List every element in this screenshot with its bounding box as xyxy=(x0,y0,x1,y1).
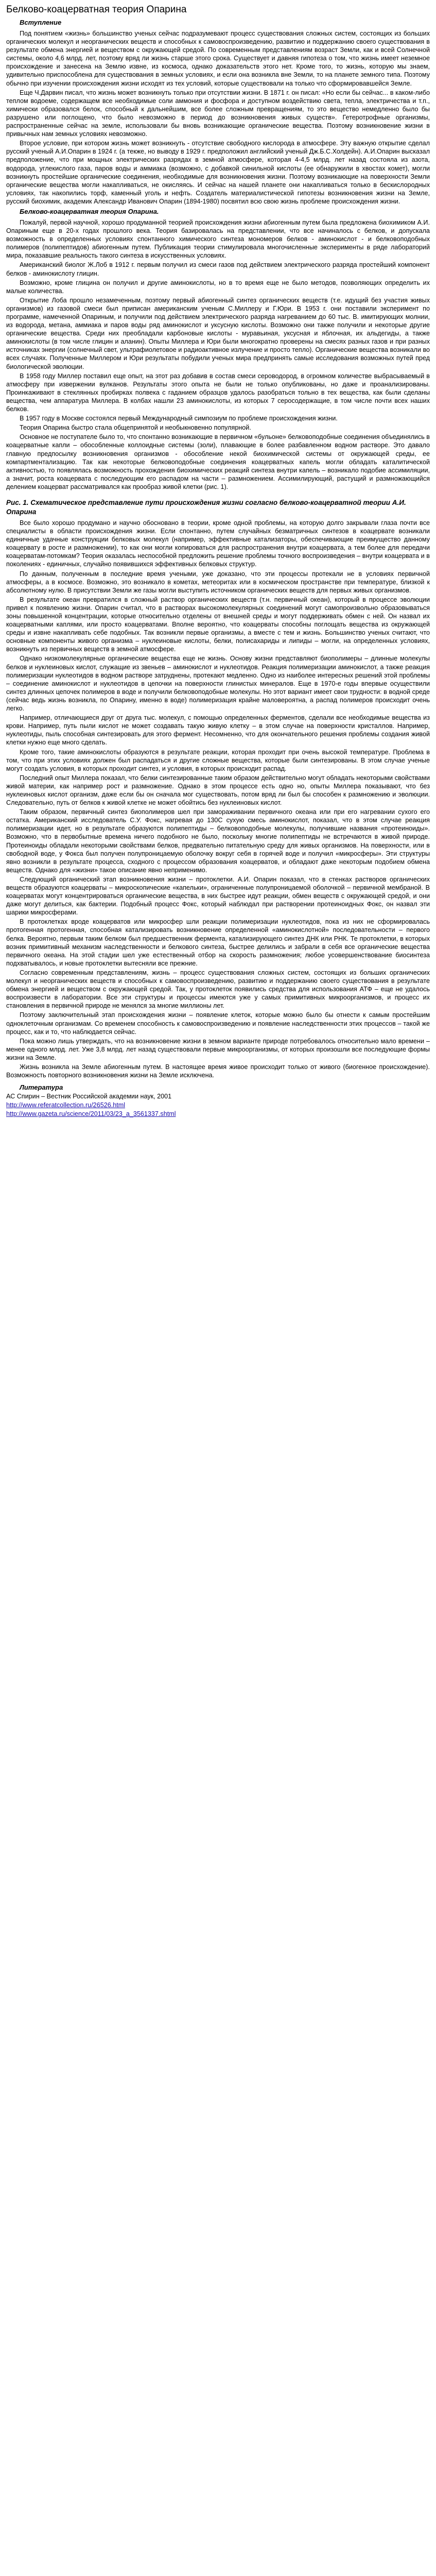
paragraph: Возможно, кроме глицина он получил и другие аминокислоты, но в то время еще не было методов, позволяющих определить их малые количества. xyxy=(6,279,430,295)
paragraph: Основное не поступателе было то, что спонтанно возникающие в первичном «бульоне» белковоподобные соединения объединялись в коацерватные капли – обособленные коллоидные системы (золи), плавающие в более разбавленном водном растворе. Это давало главную предпосылку возникновения организмов - обособление некой биохимической системы от окружающей среды, ее компартментализацию. Так как некоторые белковоподобные соединения коацерватных капель могли обладать каталитической активностью, то появлялась возможность прохождения биохимических реакций синтеза внутри капель – возникало подобие ассимиляции, а значит, роста коацервата с последующим его распадом на части – размножением. Ассимилирующий, растущий и размножающийся делением коацерват рассматривался как прообраз живой клетки (рис. 1). xyxy=(6,433,430,490)
reference-item: АС Спирин – Вестник Российской академии наук, 2001 xyxy=(6,1093,172,1100)
paragraph: Второе условие, при котором жизнь может возникнуть - отсутствие свободного кислорода в атмосфере. Эту важную открытие сделал русский ученый А.И.Опарин в 1924 г. (а текже, но выводу в 1929 г. предположил английский ученый Дж.Б.С.Холдейн). А.И.Опарин высказал предположение, что при мощных электрических разрядах в земной атмосфере, которая 4-4,5 млрд. лет назад состояла из азота, водорода, углекислого газа, паров воды и аммиака (возможно, с добавкой синильной кислоты (ее обнаружили в хвостах комет), могли возникнуть простейшие органические соединения, необходимые для возникновения жизни. Поэтому возникающие на поверхности Земли органические вещества могли накапливаться, не окисляясь. И сейчас на нашей планете они накапливаться только в бескислородных условиях, так накопились торф, каменный уголь и нефть. Создатель материалистической гипотезы возникновения жизни на Земле, русский биохимик, академик Александр Иванович Опарин (1894-1980) посвятил всю свою жизнь проблеме происхождения жизни. xyxy=(6,140,430,205)
paragraph: По данным, полученным в последние время учеными, уже доказано, что эти процессы протекали не в условиях первичной атмосферы, а в космосе. Возможно, это возникало в кометах, метеоритах или в космическом пространстве при температуре, близкой к абсолютному нулю. В присутствии Земли же газы могли выступить источником органических веществ для первых живых организмов. xyxy=(6,570,430,594)
paragraph: Все было хорошо продумано и научно обосновано в теории, кроме одной проблемы, на которую долго закрывали глаза почти все специалисты в области происхождения жизни. Если спонтанно, путем случайных безматричных синтезов в коацервате возникали единичные удачные конструкции белковых молекул (например, эффективные катализаторы, обеспечивающие преимущество данному коацервату в росте и размножении), то как они могли копироваться для распространения внутри коацервата, а тем более для передачи коацерватам-потомкам? Теория оказалась неспособной предложить решение проблемы точного воспроизведения – внутри коацервата и в поколениях - единичных, случайно появившихся эффективных белковых структур. xyxy=(6,519,430,568)
section-heading-intro: Вступление xyxy=(20,19,62,26)
paragraph: Жизнь возникла на Земле абиогенным путем. В настоящее время живое происходит только от живого (биогенное происхождение). Возможность повторного возникновения жизни на Земле исключена. xyxy=(6,1063,430,1079)
paragraph: Пожалуй, первой научной, хорошо продуманной теорией происхождения жизни абиогенным путем была предложена биохимиком А.И. Опариным еще в 20-х годах прошлого века. Теория базировалась на представлении, что все начиналось с белков, и допускала возможность в определенных условиях спонтанного химического синтеза мономеров белков - аминокислот - и белковоподобных полимеров (полипептидов) абиогенным путем. Публикация теории стимулировала многочисленные эксперименты в ряде лабораторий мира, показавшие реальность такого синтеза в искусственных условиях. xyxy=(6,218,430,260)
paragraph: Американский биолог Ж.Лоб в 1912 г. первым получил из смеси газов под действием электрического разряда простейший компонент белков - аминокислоту глицин. xyxy=(6,261,430,277)
figure-caption: Рис. 1. Схематическое представление пути происхождения жизни согласно белково-коацерватной теории А.И. Опарина xyxy=(6,498,406,516)
paragraph: Еще Ч.Дарвин писал, что жизнь может возникнуть только при отсутствии жизни. В 1871 г. он писал: «Но если бы сейчас... в каком-либо теплом водоеме, содержащем все необходимые соли аммония и фосфора и доступном воздействию света, тепла, электричества и т.п., химически образовался белок, способный к дальнейшим, все более сложным превращениям, то это вещество немедленно было бы разрушено или поглощено, что было невозможно в период до возникновения живых существ». Гетеротрофные организмы, распространенные сейчас на земле, использовали бы вновь возникающие органические вещества. Поэтому возникновение жизни в привычных нам земных условиях невозможно. xyxy=(6,89,430,138)
paragraph: В 1957 году в Москве состоялся первый Международный симпозиум по проблеме происхождения жизни. xyxy=(20,415,338,422)
reference-link-text[interactable]: http://www.referatcollection.ru/26526.html xyxy=(6,1101,125,1109)
paragraph: Однако низкомолекулярные органические вещества еще не жизнь. Основу жизни представляют биополимеры – длинные молекулы белков и нуклеиновых кислот, служащие из звеньев – аминокислот и нуклеотидов. Реакция полимеризации аминокислот, а также реакция полимеризации нуклеотидов в водном растворе затруднены, протекают медленно. Одно из наиболее интересных решений этой проблемы – соединение аминокислот и нуклеотидов в цепочки на поверхности глинистых минералов. Еще в 1970-е годы впервые осуществили синтез длинных цепочек полимеров в воде и получили белковоподобные молекулы. Но этот вариант имеет свои трудности: в водной среде (сейчас ведь жизнь возникла, по Опарину, именно в воде) полимеризация крайне маловероятна, а распад полимеров происходит очень легко. xyxy=(6,655,430,713)
paragraph: Кроме того, такие аминокислоты образуются в результате реакции, которая проходит при очень высокой температуре. Проблема в том, что при этих условиях должен был распадаться и другие сложные вещества, которые были синтезированы. В этом случае ученые могут создать условия, в которых проходит синтез, и условия, в которых происходит распад. xyxy=(6,748,430,772)
paragraph: Под понятием «жизнь» большинство ученых сейчас подразумевают процесс существования сложных систем, состоящих из больших органических молекул и неорганических веществ и способных к самовоспроизведению, развитию и поддержанию своего существования в результате обмена энергией и веществом с окружающей средой. По современным представлениям возраст Земли, как и всей Солнечной системы, около 4,6 млрд. лет, поэтому вряд ли жизнь старше этого срока. Существует и давняя гипотеза о том, что жизнь имеет неземное происхождение и занесена на Землю извне, из космоса, однако доказательств этого нет. Кроме того, то жизнь, которую мы знаем, удивительно приспособлена для существования в земных условиях, и если она возникла вне Земли, то на планете земного типа. Поэтому обычно при изучении происхождения жизни исходят из тех условий, которые существовали на только что сформировавшейся Земле. xyxy=(6,30,430,87)
references-heading: Литература xyxy=(20,1083,63,1092)
references-list xyxy=(6,1092,430,1118)
paragraph: Пока можно лишь утверждать, что на возникновение жизни в земном варианте природе потребовалось относительно мало времени – менее одного млрд. лет. Уже 3,8 млрд. лет назад существовали первые микроорганизмы, от которых произошли все последующие формы жизни на Земле. xyxy=(6,1037,430,1061)
section-heading-main: Белково-коацерватная теория Опарина. xyxy=(20,207,159,215)
reference-link-text[interactable]: http://www.gazeta.ru/science/2011/03/23_a_3561337.shtml xyxy=(6,1110,176,1118)
paragraph: В 1958 году Миллер поставил еще опыт, на этот раз добавив в состав смеси сероводород, в огромном количестве выбрасываемый в атмосферу при извержении вулканов. Результаты этого опыта не были не только опубликованы, но даже и проанализированы. Проинкаживают в стеклянных пробирках полвека с гаданием образцов удалось разобраться тольно в тех вещества, как были сделаны вещества, чем аппаратура Миллера. В колбах нашли 23 аминокислоты, из которых 7 серосодержащие, в том числе почти всех наших белков. xyxy=(6,372,430,413)
reference-link[interactable] xyxy=(6,1101,430,1110)
paragraph: Таким образом, первичный синтез биополимеров шел при замораживании первичного океана или при его нагревании сухого его остатка. Американский исследователь С.У. Фокс, нагревая до 130С сухую смесь аминокислот, показал, что в этом случае реакция полимеризации идет, но в результате образуются полипептиды – белковоподобные молекулы, получившие названия «протеиноиды». Возможно, что в первобытные времена ничего подобного не было, поскольку многие полипептиды не встречаются в живой природе. Протеиноиды обладали некоторыми свойствами белков, предвательно питательную среду для живых организмов. На поверхности, или в свободной воде, у Фокса был получен полупроницаемую оболочку вокруг себя в горячей воде и получил «микросферы». Эти структуры явно возникли в результате процесса, сходного с процессом образования коацерватов, и обладают даже некоторым подобием обмена веществ. Однако для «жизни» такое описание явно неприменимо. xyxy=(6,808,430,874)
figure-section xyxy=(6,519,430,1079)
page-title: Белково-коацерватная теория Опарина xyxy=(6,4,187,15)
intro-section xyxy=(6,29,430,206)
paragraph: Согласно современным представлениям, жизнь – процесс существования сложных систем, состоящих из больших органических молекул и неорганических веществ и способных к самовоспроизведению, развитию и поддержанию своего существования в результате обмена энергией и веществом с окружающей средой. Так, у протоклеток появились средства для использования АТФ – еще не удалось воспроизвести в лаборатории. Все эти структуры и процессы имеются уже у самых примитивных микроорганизмов, и процесс их становления в первичной природе не менялся за многие миллионы лет. xyxy=(6,969,430,1010)
paragraph: Следующий органический этап возникновения жизни – протоклетки. А.И. Опарин показал, что в стенках растворов органических веществ образуются коацерваты – микроскопические «капельки», ограниченные полупроницаемой оболочкой – первичной мембраной. В коацерватах могут концентрироваться органические вещества, в них быстрее идут реакции, обмен веществ с окружающей средой, и они даже могут делиться, как бактерии. Подобный процесс Фокс, который наблюдал при растворении протеиноидных Фокс, он назвал эти шарики микросферами. xyxy=(6,875,430,917)
reference-link[interactable] xyxy=(6,1110,430,1118)
main-section xyxy=(6,218,430,491)
paragraph: В протоклетках вроде коацерватов или микросфер шли реакции полимеризации нуклеотидов, пока из них не сформировалась протогенная протогенная, способная катализировать возникновение определенной «аминокислотной» последовательности – первого белка. Вероятно, первым таким белком был предшественник фермента, катализирующего синтез ДНК или РНК. Те протоклетки, в которых возник примитивный механизм наследственности и белкового синтеза, быстрее делились и забрали в себя все органические вещества первичного океана. На этой стадии шел уже естественный отбор на скорость размножения; любое усовершенствование биосинтеза подхватывалось, и новые протоклетки вытесняли все прежние. xyxy=(6,918,430,967)
paragraph: Последний опыт Миллера показал, что белки синтезированные таким образом действительно могут обладать некоторыми свойствами живой материи, как например рост и размножение. Однако в этом процессе есть одно но, опыты Миллера показывают, что без нуклеиновых кислот организм, даже если бы он сначала мог существовать, потом вряд ли был бы способен к размножению и эволюции. Следовательно, путь от белков к живой клетке не может обойтись без нуклеиновых кислот. xyxy=(6,774,430,807)
paragraph: Например, отличающиеся друг от друга тыс. молекул, с помощью определенных ферментов, сделали все необходимые вещества из крови. Например, путь пыли кислот не может создавать такую живую клетку – в этом случае на поверхности кристаллов. Например, нуклеотиды, пыль способная синтезировать для этого фермент. Несомненно, что для окончательного решения проблемы создания живой клетки нужно еще много сделать. xyxy=(6,714,430,747)
document-page xyxy=(0,0,436,1118)
paragraph: Поэтому заключительный этап происхождения жизни – появление клеток, которые можно было бы отнести к самым простейшим одноклеточным организмам. Со временем способность к самовоспроизведению и появление наследственности этих процессов – такой же процесс, как и то, что наблюдается сейчас. xyxy=(6,1011,430,1036)
paragraph: В результате океан превратился в сложный раствор органических веществ (т.н. первичный океан), который в процессе эволюции привел к появлению жизни. Опарин считал, что в растворах высокомолекулярных соединений могут самопроизвольно образовываться зоны повышенной концентрации, которые относительно отделены от внешней среды и могут поддерживать обмен с ней. Он назвал их коацерватными каплями, или просто коацерватами. Вполне вероятно, что коацерваты способны поглощать вещества из окружающей среды и извне накапливать себе подобных. Так возникли первые организмы, а вместе с тем и жизнь. Большинство ученых считают, что основные компоненты живого организма – нуклеиновые кислоты, белки, полисахариды и липиды – могли, на определенных условиях, возникнуть из первичных веществ в земной атмосфере. xyxy=(6,596,430,653)
paragraph: Теория Опарина быстро стала общепринятой и необыкновенно популярной. xyxy=(20,424,251,432)
paragraph: Открытие Лоба прошло незамеченным, поэтому первый абиогенный синтез органических веществ (т.е. идущий без участия живых организмов) из газовой смеси был приписан американским ученым С.Миллеру и Г.Юри. В 1953 г. они поставили эксперимент по программе, намеченной Опариным, и получили под действием электрического разряда нагреванием до 60 тыс. В. имитирующих молнии, из водорода, метана, аммиака и паров воды ряд аминокислот и уксусную кислоты. Возможно они также получили и некоторые другие органические вещества. Среди них преобладали карбоновые кислоты - муравьиная, уксусная и яблочная, их альдегиды, а также аминокислоты (в том числе глицин и аланин). Опыты Миллера и Юри были многократно проверены на смесях разных газов и при разных источниках энергии (солнечный свет, ультрафиолетовое и радиоактивное излучение и просто тепло). Органические вещества возникали во всех случаях. Полученные Миллером и Юри результаты побудили ученых мира предпринять самые исследования возможных путей пред биологической эволюции. xyxy=(6,296,430,370)
